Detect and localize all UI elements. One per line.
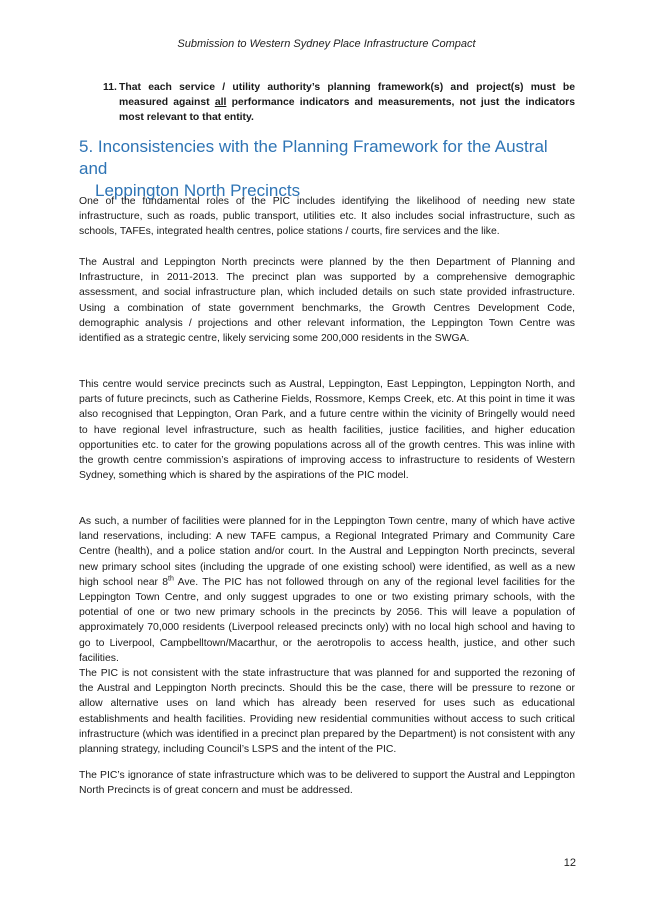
section-heading-line1: 5. Inconsistencies with the Planning Framework for the Austral and [79,137,548,178]
paragraph-3: This centre would service precincts such as Austral, Leppington, East Leppington, Leppington North, and parts of future precincts, such as Catherine Fields, Rossmore, Kemps Creek, etc. At this point in time it was also recognised that Leppington, Oran Park, and a future centre within the vicinity of Bringelly would need to have regional level infrastructure, such as health facilities, justice facilities, and higher education opportunities etc. to cater for the growing populations across all of the growth centres. This was inline with the growth centre commission’s aspirations of improving access to infrastructure to residents of Western Sydney, something which is shared by the aspirations of the PIC model. [79,379,575,482]
section-heading-line2: Leppington North Precincts [95,181,301,200]
section-heading [79,136,579,202]
recommendation-text-before: That each service / utility authority’s planning framework(s) and project(s) must be measured against [119,82,575,109]
paragraph-4-part-b: Ave. The PIC has not followed through on any of the regional level facilities for the Leppington Town Centre, and only suggest upgrades to one or two existing primary schools, with the potential of one or two new primary schools in the precincts by 2056. This will leave a population of approximately 70,000 residents (Liverpool released precincts only) with no local high school and having to go to Liverpool, Campbelltown/Macarthur, or the aerotropolis to access health, justice, and other such facilities. [79,576,575,664]
recommendation-text-after: performance indicators and measurements, not just the indicators most relevant to that entity. [119,97,575,124]
recommendation-item [103,80,575,126]
recommendation-number: 11. [103,82,117,93]
recommendation-text [103,80,575,126]
running-header: Submission to Western Sydney Place Infrastructure Compact [177,38,476,50]
paragraph-6: The PIC’s ignorance of state infrastructure which was to be delivered to support the Austral and Leppington North Precincts is of great concern and must be addressed. [79,770,575,797]
paragraph-4-part-a: As such, a number of facilities were planned for in the Leppington Town centre, many of which have active land reservations, including: A new TAFE campus, a Regional Integrated Primary and Community Care Centre (health), and a police station and/or court. In the Austral and Leppington North precincts, several new primary school sites (including the upgrade of one existing school) were identified, as well as a new high school near 8 [79,516,575,588]
paragraph-1: One of the fundamental roles of the PIC includes identifying the likelihood of needing new state infrastructure, such as roads, public transport, utilities etc. It also includes social infrastructure, such as schools, TAFEs, integrated health centres, police stations / courts, fire services and the like. [79,196,575,238]
paragraph-2: The Austral and Leppington North precincts were planned by the then Department of Planning and Infrastructure, in 2011-2013. The precinct plan was supported by a comprehensive demographic assessment, and social infrastructure plan, which included details on such state provided infrastructure. Using a combination of state government benchmarks, the Growth Centres Development Code, demographic analysis / projections and other relevant information, the Leppington Town Centre was identified as a strategic centre, likely servicing some 200,000 residents in the SWGA. [79,257,575,345]
page-number: 12 [563,857,576,869]
paragraph-4-superscript: th [168,575,174,583]
recommendation-text-underlined: all [214,97,227,109]
paragraph-5: The PIC is not consistent with the state infrastructure that was planned for and supported the rezoning of the Austral and Leppington North precincts. Should this be the case, there will be pressure to rezone or allow alternative uses on land which has already been reserved for uses such as educational establishments and health facilities. Providing new residential communities without access to such critical infrastructure (which was identified in a precinct plan prepared by the Department) is not consistent with any planning strategy, including Council’s LSPS and the intent of the PIC. [79,668,575,756]
paragraph-4 [79,514,575,666]
